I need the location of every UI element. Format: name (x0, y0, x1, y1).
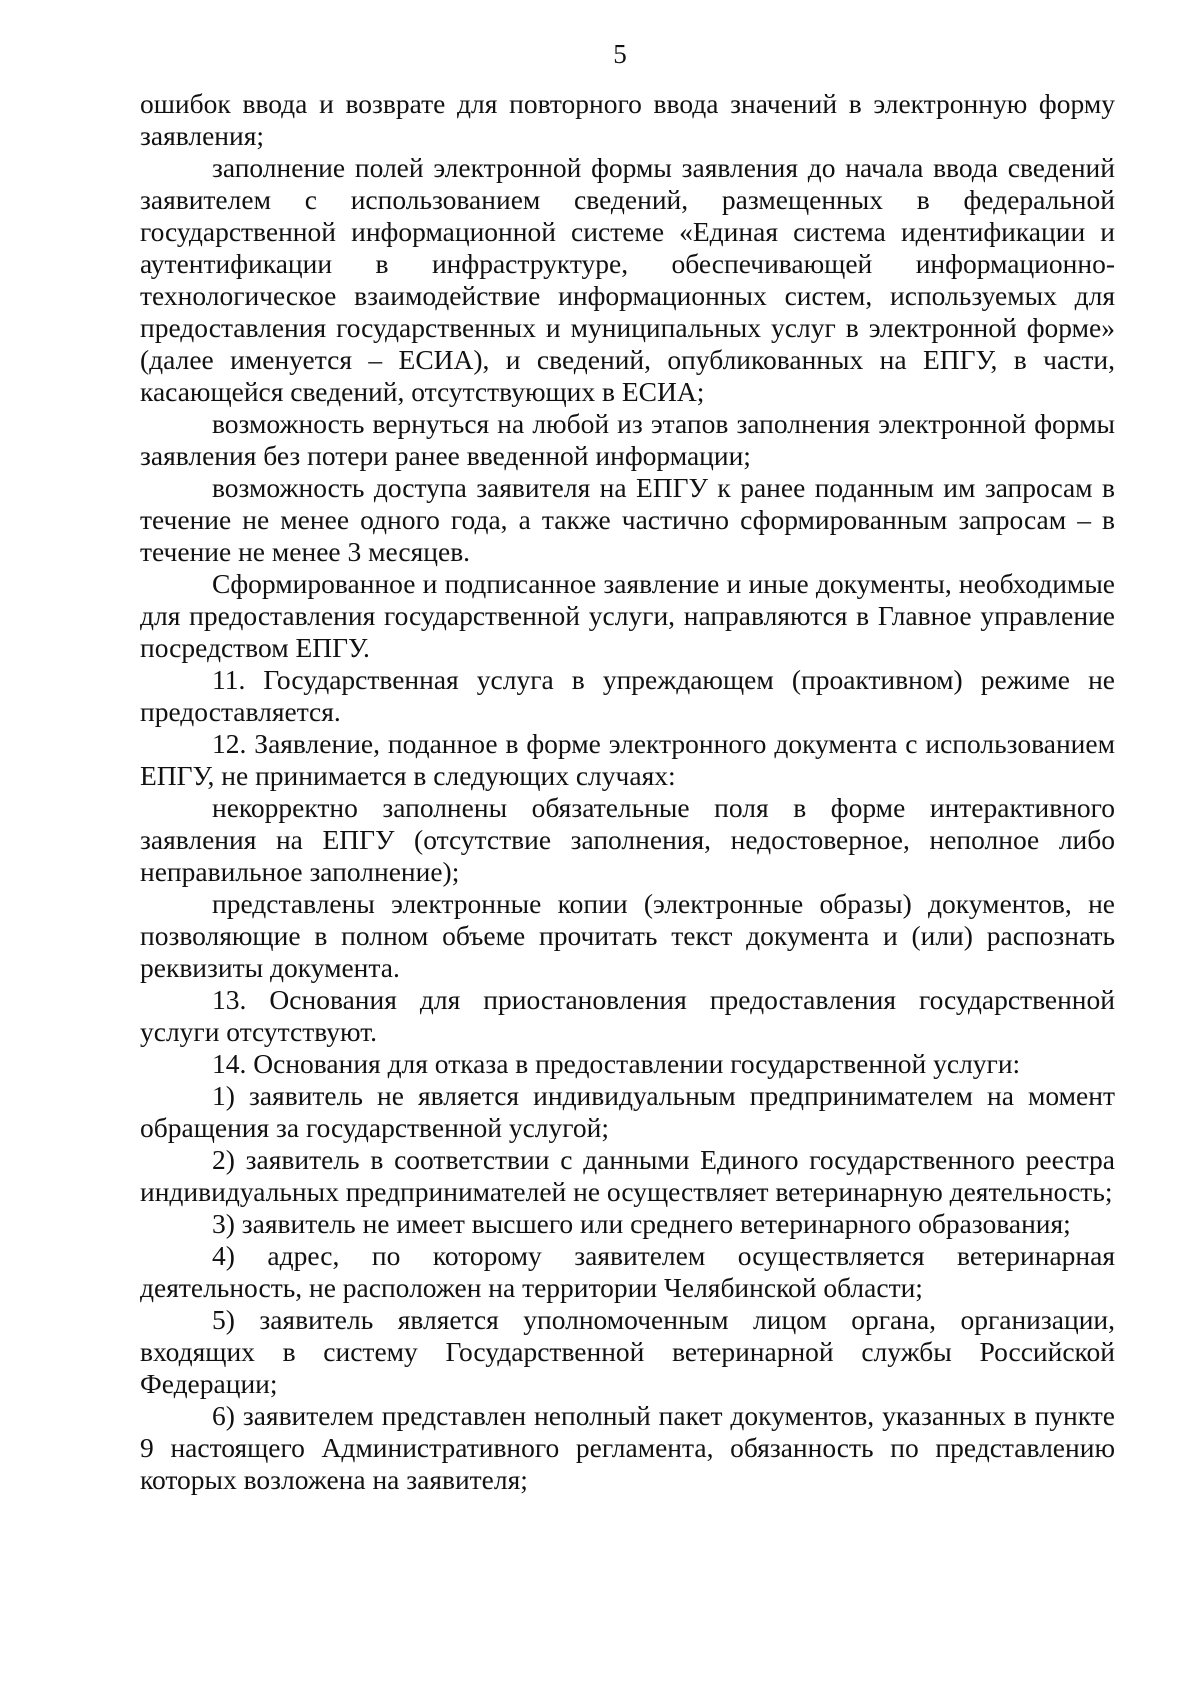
paragraph-item-12: 12. Заявление, поданное в форме электронного документа с использованием ЕПГУ, не принимается в следующих случаях: (140, 728, 1115, 791)
paragraph-item-14-6: 6) заявителем представлен неполный пакет документов, указанных в пункте 9 настоящего Административного регламента, обязанность по представлению которых возложена на заявителя; (140, 1400, 1115, 1495)
paragraph-item-12-case-1: некорректно заполнены обязательные поля в форме интерактивного заявления на ЕПГУ (отсутствие заполнения, недостоверное, неполное либо неправильное заполнение); (140, 792, 1115, 887)
paragraph-access-requests: возможность доступа заявителя на ЕПГУ к ранее поданным им запросам в течение не менее одного года, а также частично сформированным запросам – в течение не менее 3 месяцев. (140, 472, 1115, 567)
paragraph-item-14: 14. Основания для отказа в предоставлении государственной услуги: (212, 1048, 1021, 1079)
paragraph-item-14-3: 3) заявитель не имеет высшего или среднего ветеринарного образования; (212, 1208, 1071, 1239)
paragraph-submission: Сформированное и подписанное заявление и иные документы, необходимые для предоставления государственной услуги, направляются в Главное управление посредством ЕПГУ. (140, 568, 1115, 663)
document-body (140, 88, 1115, 1496)
paragraph-continuation: ошибок ввода и возврате для повторного ввода значений в электронную форму заявления; (140, 88, 1115, 151)
paragraph-item-14-2: 2) заявитель в соответствии с данными Единого государственного реестра индивидуальных предпринимателей не осуществляет ветеринарную деятельность; (140, 1144, 1115, 1207)
paragraph-form-prefill: заполнение полей электронной формы заявления до начала ввода сведений заявителем с использованием сведений, размещенных в федеральной государственной информационной системе «Единая система идентификации и аутентификации в инфраструктуре, обеспечивающей информационно-технологическое взаимодействие информационных систем, используемых для предоставления государственных и муниципальных услуг в электронной форме» (далее именуется – ЕСИА), и сведений, опубликованных на ЕПГУ, в части, касающейся сведений, отсутствующих в ЕСИА; (140, 152, 1115, 407)
paragraph-item-14-1: 1) заявитель не является индивидуальным предпринимателем на момент обращения за государственной услугой; (140, 1080, 1115, 1143)
page-number: 5 (613, 39, 627, 69)
paragraph-item-12-case-2: представлены электронные копии (электронные образы) документов, не позволяющие в полном объеме прочитать текст документа и (или) распознать реквизиты документа. (140, 888, 1115, 983)
paragraph-item-14-4: 4) адрес, по которому заявителем осуществляется ветеринарная деятельность, не расположен на территории Челябинской области; (140, 1240, 1115, 1303)
paragraph-return-to-step: возможность вернуться на любой из этапов заполнения электронной формы заявления без потери ранее введенной информации; (140, 408, 1115, 471)
paragraph-item-11: 11. Государственная услуга в упреждающем (проактивном) режиме не предоставляется. (140, 664, 1115, 727)
paragraph-item-14-5: 5) заявитель является уполномоченным лицом органа, организации, входящих в систему Государственной ветеринарной службы Российской Федерации; (140, 1304, 1115, 1399)
paragraph-item-13: 13. Основания для приостановления предоставления государственной услуги отсутствуют. (140, 984, 1115, 1047)
